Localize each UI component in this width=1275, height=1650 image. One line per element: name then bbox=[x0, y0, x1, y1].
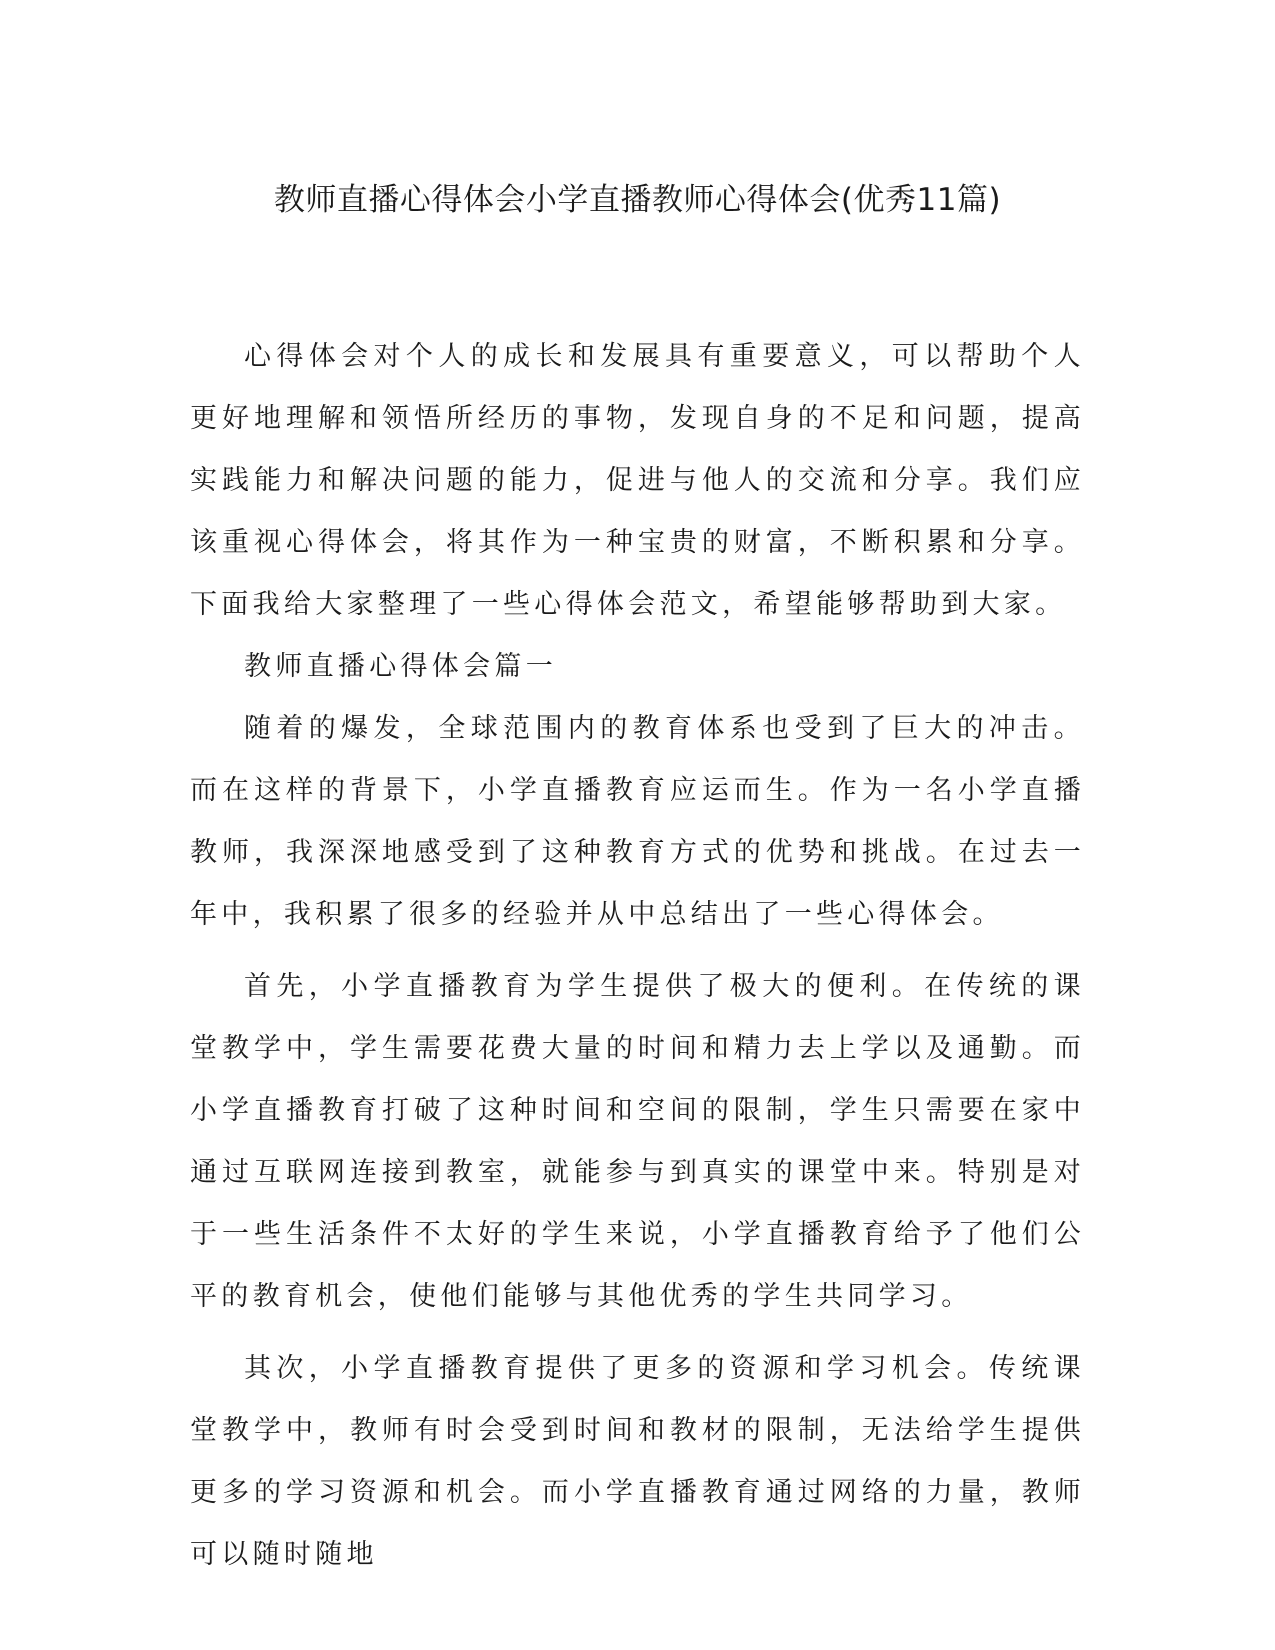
body-paragraph-2: 首先，小学直播教育为学生提供了极大的便利。在传统的课堂教学中，学生需要花费大量的时间和精力去上学以及通勤。而小学直播教育打破了这种时间和空间的限制，学生只需要在家中通过互联网连接到教室，就能参与到真实的课堂中来。特别是对于一些生活条件不太好的学生来说，小学直播教育给予了他们公平的教育机会，使他们能够与其他优秀的学生共同学习。 bbox=[190, 971, 1085, 1312]
body-paragraph-1: 随着的爆发，全球范围内的教育体系也受到了巨大的冲击。而在这样的背景下，小学直播教育应运而生。作为一名小学直播教师，我深深地感受到了这种教育方式的优势和挑战。在过去一年中，我积累了很多的经验并从中总结出了一些心得体会。 bbox=[190, 713, 1085, 930]
body-paragraph-3: 其次，小学直播教育提供了更多的资源和学习机会。传统课堂教学中，教师有时会受到时间和教材的限制，无法给学生提供更多的学习资源和机会。而小学直播教育通过网络的力量，教师可以随时随地 bbox=[190, 1353, 1085, 1570]
section-heading: 教师直播心得体会篇一 bbox=[244, 651, 557, 682]
document-body bbox=[190, 326, 1085, 1586]
intro-paragraph: 心得体会对个人的成长和发展具有重要意义，可以帮助个人更好地理解和领悟所经历的事物，发现自身的不足和问题，提高实践能力和解决问题的能力，促进与他人的交流和分享。我们应该重视心得体会，将其作为一种宝贵的财富，不断积累和分享。下面我给大家整理了一些心得体会范文，希望能够帮助到大家。 bbox=[190, 341, 1085, 620]
document-title: 教师直播心得体会小学直播教师心得体会(优秀11篇) bbox=[273, 182, 1002, 218]
